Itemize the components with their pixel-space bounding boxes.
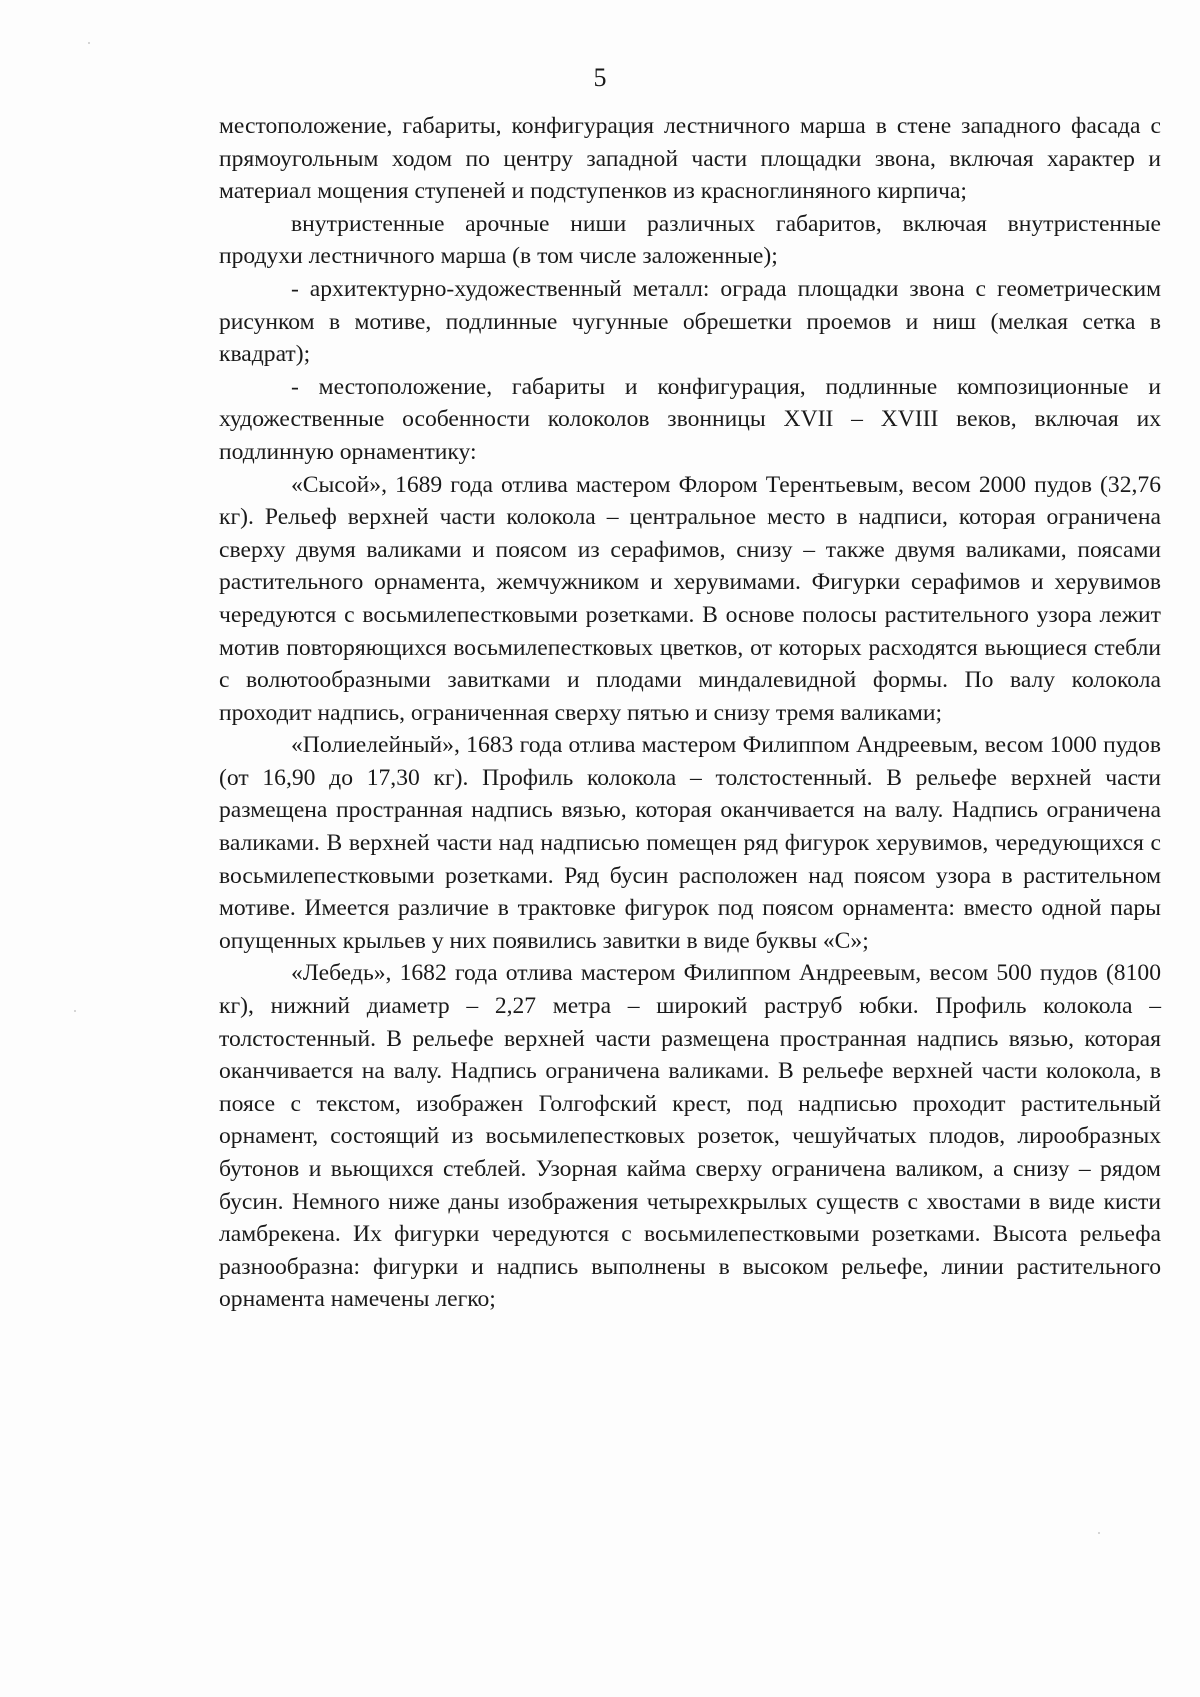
paragraph-architectural-metal: - архитектурно-художественный металл: ограда площадки звона с геометрическим рисунком в мотиве, подлинные чугунные обрешетки проемов и ниш (мелкая сетка в квадрат); — [219, 275, 1161, 368]
paragraph-bells-intro: - местоположение, габариты и конфигурация, подлинные композиционные и художественные особенности колоколов звонницы XVII – XVIII веков, включая их подлинную орнаментику: — [219, 373, 1161, 465]
scan-speck — [88, 42, 90, 44]
page-number: 5 — [593, 63, 607, 92]
document-body — [219, 110, 1161, 1316]
paragraph-bell-lebed: «Лебедь», 1682 года отлива мастером Филиппом Андреевым, весом 500 пудов (8100 кг), нижний диаметр – 2,27 метра – широкий раструб юбки. Профиль колокола – толстостенный. В рельефе верхней части размещена пространная надпись вязью, которая оканчивается на валу. Надпись ограничена валиками. В рельефе верхней части колокола, в поясе с текстом, изображен Голгофский крест, под надписью проходит растительный орнамент, состоящий из восьмилепестковых розеток, чешуйчатых плодов, лирообразных бутонов и вьющихся стеблей. Узорная кайма сверху ограничена валиком, а снизу – рядом бусин. Немного ниже даны изображения четырехкрылых существ с хвостами в виде кисти ламбрекена. Их фигурки чередуются с восьмилепестковыми розетками. Высота рельефа разнообразна: фигурки и надпись выполнены в высоком рельефе, линии растительного орнамента намечены легко; — [219, 960, 1161, 1313]
scan-speck — [74, 1010, 76, 1012]
paragraph-bell-polieleyny: «Полиелейный», 1683 года отлива мастером Филиппом Андреевым, весом 1000 пудов (от 16,90 до 17,30 кг). Профиль колокола – толстостенный. В рельефе верхней части размещена пространная надпись вязью, которая оканчивается на валу. Надпись ограничена валиками. В верхней части над надписью помещен ряд фигурок херувимов, чередующихся с восьмилепестковыми розетками. Ряд бусин расположен над поясом узора в растительном мотиве. Имеется различие в трактовке фигурок под поясом орнамента: вместо одной пары опущенных крыльев у них появились завитки в виде буквы «С»; — [219, 732, 1161, 954]
paragraph-wall-niches: внутристенные арочные ниши различных габаритов, включая внутристенные продухи лестничного марша (в том числе заложенные); — [219, 210, 1161, 270]
scan-speck — [1098, 1532, 1100, 1534]
paragraph-bell-sysoy: «Сысой», 1689 года отлива мастером Флором Терентьевым, весом 2000 пудов (32,76 кг). Рельеф верхней части колокола – центральное место в надписи, которая ограничена сверху двумя валиками и поясом из серафимов, снизу – также двумя валиками, поясами растительного орнамента, жемчужником и херувимами. Фигурки серафимов и херувимов чередуются с восьмилепестковыми розетками. В основе полосы растительного узора лежит мотив повторяющихся восьмилепестковых цветков, от которых расходятся вьющиеся стебли с волютообразными завитками и плодами миндалевидной формы. По валу колокола проходит надпись, ограниченная сверху пятью и снизу тремя валиками; — [219, 471, 1161, 726]
paragraph-stair-location: местоположение, габариты, конфигурация лестничного марша в стене западного фасада с прямоугольным ходом по центру западной части площадки звона, включая характер и материал мощения ступеней и подступенков из красноглиняного кирпича; — [219, 113, 1161, 205]
